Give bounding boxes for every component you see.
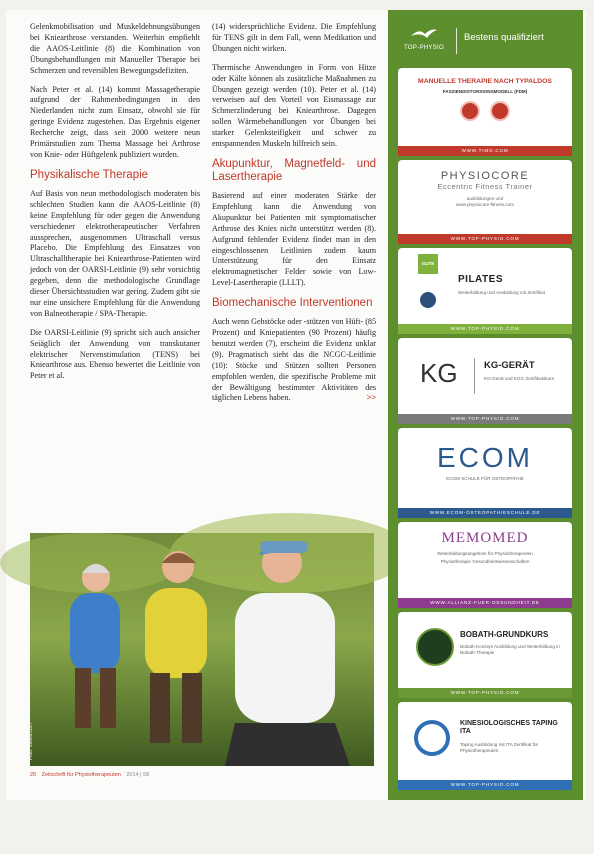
section-heading: Akupunktur, Magnetfeld- und Lasertherapie <box>212 157 376 183</box>
card-subtitle: Weiterbildungsangebote für Physiotherapeuten <box>437 551 533 556</box>
top-physio-logo <box>398 26 450 51</box>
ad-card-kg-geraet[interactable] <box>398 338 572 424</box>
divider <box>456 28 457 54</box>
ad-card-physiocore[interactable] <box>398 160 572 244</box>
advertising-sidebar <box>388 10 583 800</box>
card-url-bar[interactable]: WWW.TOP-PHYSIO.COM <box>398 324 572 334</box>
ad-card-ecom[interactable] <box>398 428 572 518</box>
sidebar-header <box>388 20 583 64</box>
woman-yellow-shirt <box>145 588 207 678</box>
article-column-left <box>30 22 200 390</box>
woman-blue-shirt <box>70 593 120 673</box>
pilates-logo-icon <box>420 292 436 308</box>
tagline: Bestens qualifiziert <box>464 32 544 43</box>
paragraph: Auf Basis von neun methodologisch moderaten bis schlechten Studien kann die AAOS-Leitlinie (8) keine Empfehlung für oder gegen die Anwendung verschiedener elektrotherapeutischer Verfahren aussprechen, ausgenommen Ultraschall versus Placebo. Die Empfehlung des Einsatzes von Ultraschalltherapie bei Kniearthrose-Patienten wird jedoch von der OARSI-Leitlinie (9) sehr vorsichtig gegeben, denn die methodologische Grundlage dieser Übersichtsstudien war gering. Zudem gibt sie nur eine unsichere Empfehlung für die Anwendung von Balneotherapie / SPA-Therapie. <box>30 188 200 318</box>
card-subtitle: Bobath-Konzept Ausbildung und Weiterbildung in Bobath-Therapie <box>460 644 560 655</box>
bird-logo-icon <box>398 26 450 42</box>
ad-card-memomed[interactable] <box>398 522 572 608</box>
paragraph-text: Auch wenn Gehstöcke oder -stützen von Hüft- (85 Prozent) und Kniepatienten (90 Prozent) häufig benutzt werden (7), erscheint die Evidenz unklar (9). Pragmatisch sieht das die NCGC-Leitlinie (10): Stöcke und Stützen sollten Personen empfohlen werden, die spezifische Probleme mit der Bewältigung bestimmter Aktivitäten des täglichen Lebens haben. <box>212 317 376 403</box>
brand-name: TOP-PHYSIO <box>404 45 444 51</box>
article-column-right <box>212 22 376 412</box>
paragraph: (14) widersprüchliche Evidenz. Die Empfehlung für TENS gilt in dem Fall, wenn Medikation und Übungen nicht wirken. <box>212 22 376 53</box>
continue-marker: >> <box>366 393 376 403</box>
paragraph <box>212 317 376 404</box>
page-footer <box>30 772 153 778</box>
card-subtitle: ECOM SCHULE FÜR OSTEOPATHIE <box>446 476 524 481</box>
paragraph: Thermische Anwendungen in Form von Hitze oder Kälte können als zusätzliche Maßnahmen zu Übungen gezeigt werden (10). Peter et al. (14) verweisen auf den Vorteil von Eismassage zur Schmerzlinderung bei Kniearthrose. Dagegen sollen Wärmebehandlungen vor Übungen bei starker Gelenksteifigkeit und schwer zu entspannenden Muskeln hilfreich sein. <box>212 62 376 149</box>
ad-card-manuelle-therapie[interactable] <box>398 68 572 156</box>
certificate-seal-icon <box>490 101 510 121</box>
card-url-bar[interactable]: WWW.TOP-PHYSIO.COM <box>398 414 572 424</box>
kg-logo: KG <box>420 358 458 388</box>
card-url-bar[interactable]: WWW.TOP-PHYSIO.COM <box>398 688 572 698</box>
woman-white-shirt <box>235 593 335 723</box>
card-title: PHYSIOCORE <box>440 170 530 182</box>
card-url-bar[interactable]: WWW.ECOM-OSTEOPATHIESCHULE.DE <box>398 508 572 518</box>
ita-seal-icon <box>414 720 450 756</box>
paragraph: Die OARSI-Leitlinie (9) spricht sich auch ansicher Seiäglich der Anwendung von transkutaner elektrischer Nervenstimulation (TENS) bei Kniearthrose aus. Ebenso bewertet die Leitlinie von Peter et al. <box>30 327 200 381</box>
card-subtitle: KG-Gerät und KGG Zertifikatskurs <box>484 376 554 381</box>
photo-three-women-stretching <box>30 533 374 766</box>
ad-card-pilates[interactable] <box>398 248 572 334</box>
card-subtitle: FASZIENDISTORSIONSMODELL (FDM) <box>442 88 528 94</box>
card-subtitle: Taping Ausbildung mit ITA Zertifikat für Physiotherapeuten <box>460 742 539 753</box>
card-title: MEMOMED <box>441 530 529 546</box>
card-title: KINESIOLOGISCHES TAPING ITA <box>460 720 558 735</box>
page-number: 20 <box>30 772 37 778</box>
card-title: BOBATH-GRUNDKURS <box>460 630 549 639</box>
quality-badge-icon: GUTE <box>418 254 438 274</box>
card-title: ECOM <box>437 442 533 473</box>
card-subtitle: Weiterbildung und Ausbildung mit Zertifikat <box>458 290 545 295</box>
section-heading: Physikalische Therapie <box>30 168 149 181</box>
section-heading: Biomechanische Interventionen <box>212 297 373 310</box>
article-photo <box>30 533 374 766</box>
certificate-seal-icon <box>460 101 480 121</box>
journal-name: Zeitschrift für Physiotherapeuten <box>41 772 121 778</box>
paragraph: Gelenkmobilisation und Muskeldehnungsübungen bei Kniearthrose verstanden. Weiterhin empfiehlt die AAOS-Leitlinie (8) die Kombination von Übungsbehandlungen mit Manueller Therapie bei Schmerzen und reversiblen Bewegungsdefiziten. <box>30 22 200 75</box>
journal-issue: 2014 | 58 <box>126 772 150 778</box>
card-title: KG-GERÄT <box>484 360 535 371</box>
bobath-logo-icon <box>416 628 454 666</box>
card-line: ausbildungen und <box>466 196 504 201</box>
card-url-bar[interactable]: WWW.ALLIANZ-FUER-GESUNDHEIT.DE <box>398 598 572 608</box>
divider <box>474 358 475 394</box>
card-title: MANUELLE THERAPIE NACH TYPALDOS <box>418 78 552 85</box>
card-url-bar[interactable]: WWW.TOP-PHYSIO.COM <box>398 234 572 244</box>
card-line: Physiotherapie Gesundheitswissenschaften <box>440 559 530 564</box>
card-subtitle: Eccentric Fitness Trainer <box>437 182 533 191</box>
ad-card-kinesio-taping[interactable] <box>398 702 572 790</box>
photo-credit: Foto: fotolia.com <box>28 723 34 760</box>
card-line: www.physiocore-fitness.com <box>456 202 514 207</box>
card-url-bar[interactable]: WWW.TOP-PHYSIO.COM <box>398 780 572 790</box>
card-url-bar[interactable]: WWW.TIMO.COM <box>398 146 572 156</box>
paragraph: Nach Peter et al. (14) kommt Massagetherapie aufgrund der Rahmenbedingungen in den Niederlanden nicht zum Einsatz, obwohl sie für geringe Evidenz zugestehen. Das Ergebnis eigener Recherche zeigt, dass seit 2000 weitere neun Primärstudien zum Thema Massage bei Arthrose von Knie- oder Hüftgelenk publiziert wurden. <box>30 84 200 159</box>
paragraph: Basierend auf einer moderaten Stärke der Empfehlung kann die Anwendung von Akupunktur bei Patienten mit symptomatischer Arthrose des Knies nicht unterstützt werden (8). Aufgrund fehlender Evidenz findet man in den eingeschlossenen Leitlinien zudem kaum Unterstützung für den Einsatz elektromagnetischer Felder sowie von Low-Level-Lasertherapie (LLLT). <box>212 190 376 288</box>
card-title: PILATES <box>458 274 503 285</box>
ad-card-bobath[interactable] <box>398 612 572 698</box>
